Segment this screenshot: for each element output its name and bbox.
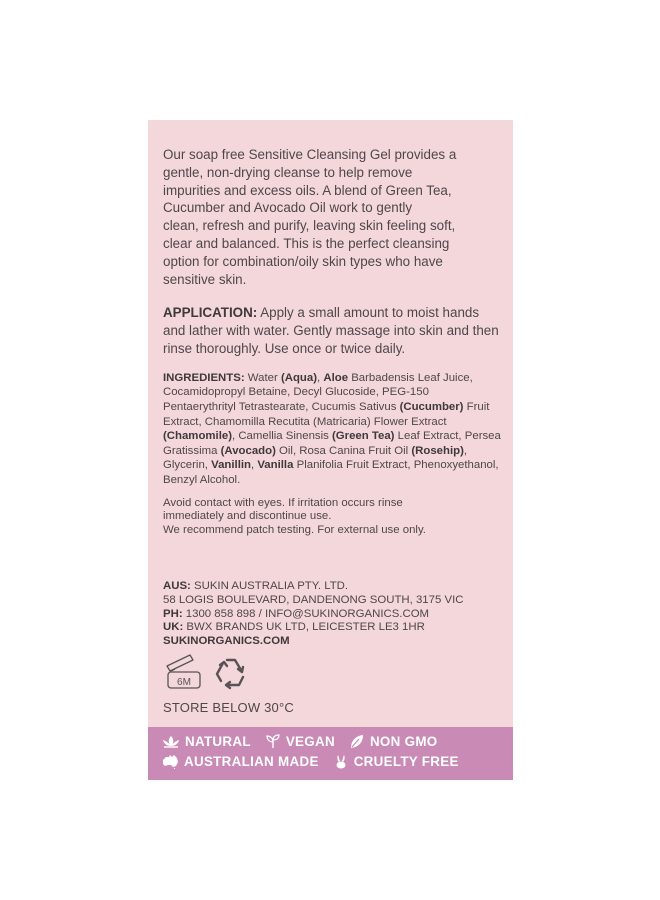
badge-natural bbox=[162, 734, 251, 749]
usage-warning bbox=[163, 497, 503, 538]
ingredients-text: , Camellia Sinensis bbox=[231, 430, 333, 443]
lotus-icon bbox=[162, 735, 180, 749]
ingredient-highlight: (Green Tea) bbox=[332, 430, 395, 443]
address-phone-label: PH: bbox=[163, 607, 183, 620]
ingredients-text: Planifolia Fruit Extract, Phenoxyethanol, Benzyl Alcohol. bbox=[163, 459, 499, 486]
website-text: SUKINORGANICS.COM bbox=[163, 635, 290, 648]
badge-row bbox=[162, 734, 452, 749]
badge-cruelty-free bbox=[333, 754, 459, 769]
claims-badge-bar bbox=[148, 727, 513, 780]
pao-label: 6M bbox=[177, 677, 191, 688]
manufacturer-address bbox=[163, 580, 503, 649]
description-line: sensitive skin. bbox=[163, 271, 247, 287]
ingredient-highlight: Aloe bbox=[323, 371, 349, 384]
ingredient-highlight: (Cucumber) bbox=[399, 400, 464, 413]
australia-map-icon bbox=[162, 754, 179, 769]
badge-row bbox=[162, 754, 473, 769]
badge-label: VEGAN bbox=[285, 734, 335, 749]
label-text-content bbox=[163, 146, 503, 537]
description-line: Cucumber and Avocado Oil work to gently bbox=[163, 200, 413, 216]
address-aus bbox=[163, 580, 503, 594]
badge-australian-made bbox=[162, 754, 319, 769]
description-line: option for combination/oily skin types who have bbox=[163, 253, 443, 269]
website-link bbox=[163, 635, 503, 649]
ingredient-highlight: (Aqua) bbox=[280, 371, 318, 384]
address-phone bbox=[163, 608, 503, 622]
ingredients-text: Fruit Extract, Chamomilla Recutita (Matricaria) Flower Extract bbox=[163, 400, 490, 428]
product-label-panel bbox=[148, 120, 513, 780]
badge-non-gmo bbox=[349, 734, 438, 749]
warning-line: We recommend patch testing. For external use only. bbox=[163, 523, 426, 536]
ingredient-highlight: (Chamomile) bbox=[163, 430, 232, 443]
application-instructions bbox=[163, 304, 503, 357]
ingredients-text: Oil, Rosa Canina Fruit Oil bbox=[275, 444, 412, 457]
description-line: clean, refresh and purify, leaving skin feeling soft, bbox=[163, 218, 456, 234]
address-uk bbox=[163, 621, 503, 635]
warning-line: immediately and discontinue use. bbox=[163, 510, 332, 523]
description-line: impurities and excess oils. A blend of Green Tea, bbox=[163, 182, 452, 198]
ingredients-text: Leaf Extract, Persea Gratissima bbox=[163, 430, 501, 457]
address-uk-label: UK: bbox=[163, 621, 184, 634]
ingredient-highlight: Vanilla bbox=[257, 459, 294, 472]
address-aus-text: SUKIN AUSTRALIA PTY. LTD. bbox=[190, 580, 349, 592]
warning-line: Avoid contact with eyes. If irritation occurs rinse bbox=[163, 496, 403, 509]
badge-label: NON GMO bbox=[369, 734, 438, 749]
packaging-symbols-svg bbox=[165, 653, 285, 693]
application-text: Apply a small amount to moist hands and lather with water. Gently massage into skin and then rinse thoroughly. Use once or twice daily. bbox=[163, 305, 499, 356]
ingredients-text: , Glycerin, bbox=[163, 444, 468, 472]
description-line: clear and balanced. This is the perfect cleansing bbox=[163, 235, 450, 251]
address-street: 58 LOGIS BOULEVARD, DANDENONG SOUTH, 3175 VIC bbox=[163, 593, 464, 606]
address-phone-text: 1300 858 898 / INFO@SUKINORGANICS.COM bbox=[182, 607, 430, 620]
ingredients-text: , bbox=[317, 371, 324, 384]
ingredients-list bbox=[163, 371, 503, 488]
address-aus-label: AUS: bbox=[163, 580, 191, 592]
ingredient-highlight: Vanillin bbox=[211, 459, 251, 472]
recycle-icon bbox=[217, 660, 243, 688]
packaging-symbols bbox=[165, 653, 285, 693]
product-description bbox=[163, 146, 503, 288]
description-line: gentle, non-drying cleanse to help remove bbox=[163, 164, 413, 180]
badge-label: NATURAL bbox=[185, 734, 251, 749]
application-label: APPLICATION: bbox=[163, 305, 258, 321]
badge-label: AUSTRALIAN MADE bbox=[184, 754, 319, 769]
ingredients-text: Water bbox=[244, 371, 281, 384]
ingredients-text: , bbox=[251, 459, 258, 472]
leaf-icon bbox=[349, 734, 365, 749]
ingredient-highlight: (Avocado) bbox=[220, 444, 276, 457]
badge-vegan bbox=[265, 734, 335, 749]
description-line: Our soap free Sensitive Cleansing Gel provides a bbox=[163, 147, 457, 162]
address-uk-text: BWX BRANDS UK LTD, LEICESTER LE3 1HR bbox=[183, 621, 425, 634]
sprout-icon bbox=[265, 734, 281, 749]
ingredients-text: Barbadensis Leaf Juice, Cocamidopropyl Betaine, Decyl Glucoside, PEG-150 Pentaerythrityl Tetrastearate, Cucumis Sativus bbox=[163, 371, 473, 413]
ingredient-highlight: (Rosehip) bbox=[411, 444, 464, 457]
rabbit-icon bbox=[333, 754, 349, 769]
badge-label: CRUELTY FREE bbox=[353, 754, 459, 769]
storage-instructions: STORE BELOW 30°C bbox=[163, 700, 294, 715]
ingredients-label: INGREDIENTS: bbox=[163, 371, 245, 384]
